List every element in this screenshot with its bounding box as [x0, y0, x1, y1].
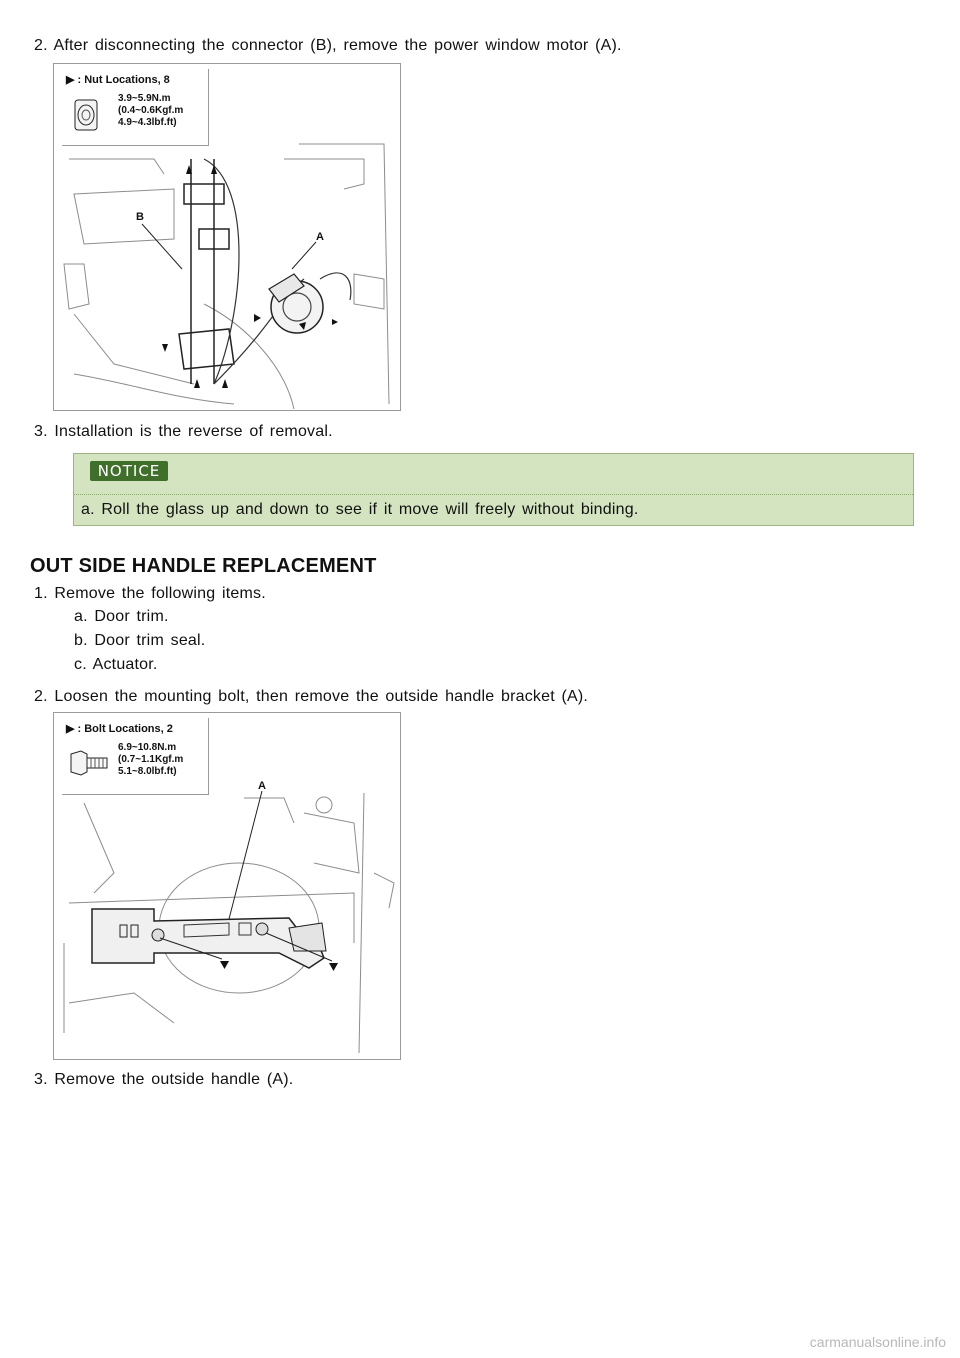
- notice-badge: NOTICE: [90, 461, 168, 481]
- nut-icon: [70, 97, 102, 135]
- watermark: carmanualsonline.info: [809, 1334, 946, 1350]
- figure2-label-a: A: [258, 780, 266, 792]
- figure-window-motor: [53, 63, 401, 411]
- legend-heading: ▶ : Nut Locations, 8: [66, 74, 170, 86]
- notice-box: [73, 453, 914, 526]
- step-3-installation: 3. Installation is the reverse of removal.: [34, 423, 333, 440]
- step-3-remove-handle: 3. Remove the outside handle (A).: [34, 1071, 294, 1088]
- nut-location-markers: [162, 165, 338, 388]
- substep-actuator: c. Actuator.: [74, 656, 158, 673]
- section-title: OUT SIDE HANDLE REPLACEMENT: [30, 555, 377, 577]
- bolt-location-markers: [220, 961, 338, 971]
- figure-label-a: A: [316, 231, 324, 243]
- notice-divider: [74, 494, 913, 495]
- notice-text: a. Roll the glass up and down to see if it move will freely without binding.: [81, 501, 639, 518]
- figure-handle-bracket: [53, 712, 401, 1060]
- substep-door-trim: a. Door trim.: [74, 608, 169, 625]
- figure-label-b: B: [136, 211, 144, 223]
- step-2-loosen-bolt: 2. Loosen the mounting bolt, then remove the outside handle bracket (A).: [34, 688, 589, 705]
- outside-handle-bracket-shape: [92, 909, 326, 968]
- torque-spec-2: 6.9~10.8N.m (0.7~1.1Kgf.m 5.1~8.0lbf.ft): [118, 742, 184, 777]
- torque-spec: 3.9~5.9N.m (0.4~0.6Kgf.m 4.9~4.3lbf.ft): [118, 93, 184, 128]
- step-2-remove-motor: 2. After disconnecting the connector (B), remove the power window motor (A).: [34, 37, 622, 54]
- torque-legend-2: [62, 718, 209, 795]
- power-window-motor-shape: [269, 274, 323, 333]
- bolt-icon: [68, 748, 110, 778]
- substep-door-trim-seal: b. Door trim seal.: [74, 632, 206, 649]
- step-1-remove-items: 1. Remove the following items.: [34, 585, 266, 602]
- torque-legend: [62, 69, 209, 146]
- legend-heading-2: ▶ : Bolt Locations, 2: [66, 723, 173, 735]
